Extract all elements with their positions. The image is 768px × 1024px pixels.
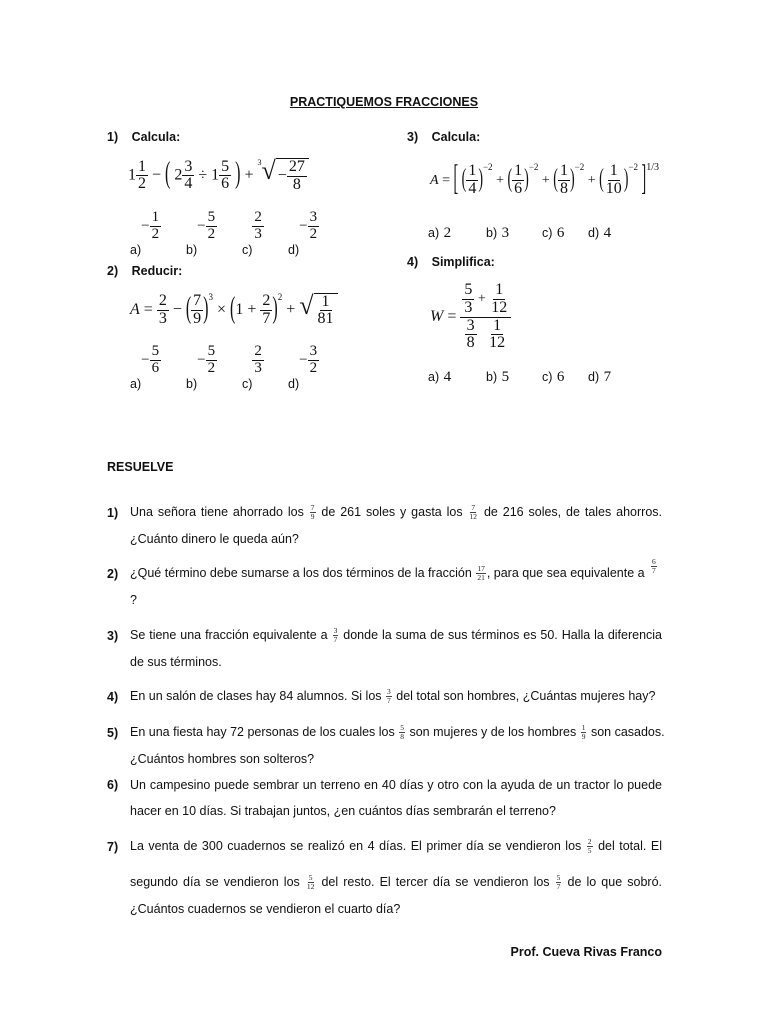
option-2d[interactable]: $_{d)}$− $\frac{3}{2}$ — [288, 343, 318, 391]
exercise-3-instruction: Calcula: — [431, 130, 481, 144]
exercise-1-expression: 1 $\frac{1}{2}$ − ( 2 $\frac{3}{4}$ ÷ 1 $\frac{5}{6}$ ) + 3 √ − $\frac{27}{8}$ — [128, 158, 309, 194]
page-title: PRACTIQUEMOS FRACCIONES — [289, 95, 479, 109]
exercise-4-number: 4) — [407, 255, 419, 269]
problem-7-line-1: La venta de 300 cuadernos se realizó en 4 días. El primer día se vendieron los $\frac{2}{5}$ del total. El — [130, 837, 662, 856]
option-2b[interactable]: $_{b)}$− $\frac{5}{2}$ — [186, 343, 216, 391]
exercise-2-heading — [107, 264, 182, 278]
exercise-1-number: 1) — [107, 130, 119, 144]
problem-1-line-2: ¿Cuánto dinero le queda aún? — [130, 532, 299, 546]
option-4c[interactable]: c) 6 — [542, 369, 565, 385]
problem-2-number: 2) — [107, 567, 119, 581]
exercise-3-heading — [407, 130, 480, 144]
option-4a[interactable]: a) 4 — [428, 369, 452, 385]
problem-2-line-1: ¿Qué término debe sumarse a los dos términos de la fracción $\frac{17}{21}$ , para que sea equivalente a $\frac{6}{7}$ — [130, 557, 656, 583]
option-4d[interactable]: d) 7 — [588, 369, 612, 385]
problem-5-line-2: ¿Cuántos hombres son solteros? — [130, 752, 315, 766]
problem-3-number: 3) — [107, 629, 119, 643]
exercise-4-instruction: Simplifica: — [431, 255, 495, 269]
author-signature: Prof. Cueva Rivas Franco — [510, 945, 662, 959]
exercise-4-heading — [407, 255, 495, 269]
section-title: RESUELVE — [107, 460, 174, 474]
option-1b[interactable]: $_{b)}$− $\frac{5}{2}$ — [186, 209, 216, 257]
option-1d[interactable]: $_{d)}$− $\frac{3}{2}$ — [288, 209, 318, 257]
option-1a[interactable]: $_{a)}$− $\frac{1}{2}$ — [130, 209, 160, 257]
option-2a[interactable]: $_{a)}$− $\frac{5}{6}$ — [130, 343, 160, 391]
exercise-1-instruction: Calcula: — [131, 130, 181, 144]
option-3b[interactable]: b) 3 — [486, 225, 510, 241]
exercise-3-expression: A = [ ( $\frac{1}{4}$ )$^{-2}$ + ( $\frac{1}{6}$ )$^{-2}$ + ( $\frac{1}{8}$ )$^{-2}$ + ( $\frac{1}{10}$ )$^{-2}$ ]$^{1/3}$ — [430, 160, 659, 200]
exercise-3-options — [428, 224, 648, 248]
option-3c[interactable]: c) 6 — [542, 225, 565, 241]
exercise-4-expression: W = $\frac{5}{3}$ + $\frac{1}{12}$ $\frac{3}{8}$ $\frac{1}{12}$ — [430, 282, 511, 352]
problem-1-line-1: Una señora tiene ahorrado los $\frac{7}{9}$ de 261 soles y gasta los $\frac{7}{12}$ de 216 soles, de tales ahorros. — [130, 503, 662, 522]
problem-6-number: 6) — [107, 778, 119, 792]
exercise-2-expression: A = $\frac{2}{3}$ − ( $\frac{7}{9}$ )$^3$ × (1 + $\frac{2}{7}$ )$^2$ + √ $\frac{1}{81}$ — [130, 292, 338, 328]
problem-1-number: 1) — [107, 506, 119, 520]
problem-5-line-1: En una fiesta hay 72 personas de los cuales los $\frac{5}{8}$ son mujeres y de los hombres $\frac{1}{9}$ son casados. — [130, 723, 665, 742]
option-4b[interactable]: b) 5 — [486, 369, 510, 385]
problem-3-line-1: Se tiene una fracción equivalente a $\frac{3}{7}$ donde la suma de sus términos es 50. Halla la diferencia — [130, 626, 663, 645]
option-3a[interactable]: a) 2 — [428, 225, 452, 241]
option-3d[interactable]: d) 4 — [588, 225, 612, 241]
exercise-2-instruction: Reducir: — [131, 264, 183, 278]
exercise-1-heading — [107, 130, 180, 144]
problem-6-line-2: hacer en 10 días. Si trabajan juntos, ¿en cuántos días sembrarán el terreno? — [130, 804, 556, 818]
problem-7-line-3: ¿Cuántos cuadernos se vendieron el cuarto día? — [130, 902, 401, 916]
problem-3-line-2: de sus términos. — [130, 655, 222, 669]
problem-4-number: 4) — [107, 690, 119, 704]
problem-7-line-2: segundo día se vendieron los $\frac{5}{12}$ del resto. El tercer día se vendieron los $\frac{5}{7}$ de lo que sobró. — [130, 873, 662, 892]
option-2c[interactable]: $_{c)}$ $\frac{2}{3}$ — [242, 343, 262, 391]
exercise-2-number: 2) — [107, 264, 119, 278]
problem-5-number: 5) — [107, 726, 119, 740]
problem-6-line-1: Un campesino puede sembrar un terreno en 40 días y otro con la ayuda de un tractor lo puede — [130, 778, 662, 792]
problem-4-line-1: En un salón de clases hay 84 alumnos. Si los $\frac{3}{7}$ del total son hombres, ¿Cuántas mujeres hay? — [130, 687, 656, 706]
exercise-3-number: 3) — [407, 130, 419, 144]
problem-2-line-2: ? — [130, 593, 137, 607]
option-1c[interactable]: $_{c)}$ $\frac{2}{3}$ — [242, 209, 262, 257]
exercise-4-options — [428, 368, 648, 392]
problem-7-number: 7) — [107, 840, 119, 854]
